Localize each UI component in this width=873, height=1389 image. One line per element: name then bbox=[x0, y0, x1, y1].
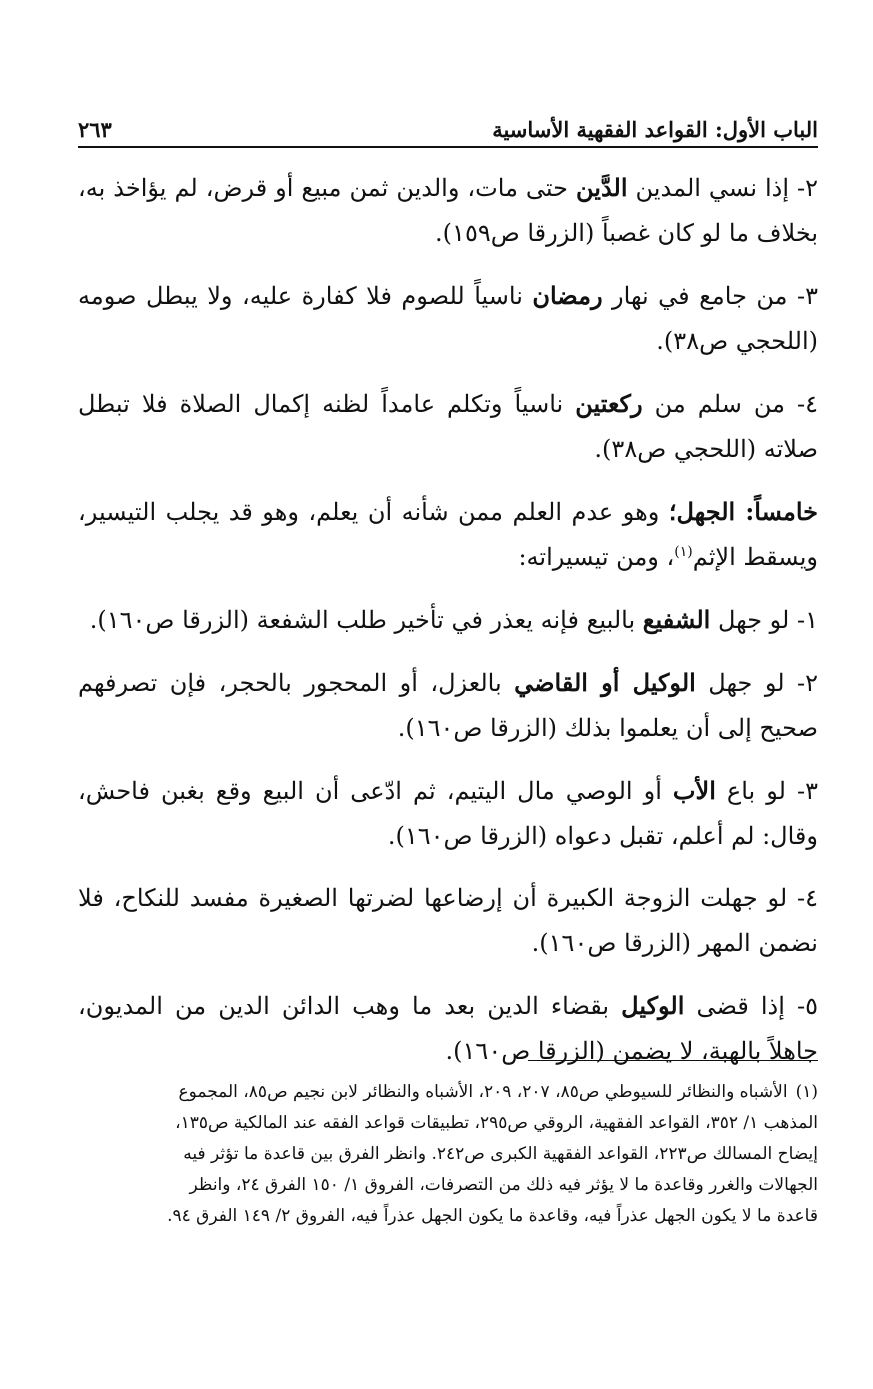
footnotes bbox=[78, 1077, 818, 1232]
paragraph-text: أو الوصي مال اليتيم، ثم ادّعى أن البيع وقع بغبن فاحش، وقال: لم أعلم، تقبل دعواه (الزرقا ص١٦٠). bbox=[78, 777, 818, 850]
paragraph-lead: ٢- إذا نسي المدين bbox=[627, 174, 818, 202]
section-heading: خامساً: الجهل؛ bbox=[668, 497, 818, 526]
paragraph bbox=[78, 165, 818, 256]
main-text bbox=[78, 165, 818, 1091]
paragraph bbox=[78, 381, 818, 472]
page-number: ٢٦٣ bbox=[78, 117, 112, 142]
bold-term: ركعتين bbox=[575, 389, 643, 418]
footnote-line: إيضاح المسالك ص٢٢٣، القواعد الفقهية الكبرى ص٢٤٢. وانظر الفرق بين قاعدة ما تؤثر فيه bbox=[183, 1144, 818, 1164]
paragraph bbox=[78, 273, 818, 364]
paragraph-lead: ٣- من جامع في نهار bbox=[602, 282, 818, 310]
paragraph-text: ناسياً للصوم فلا كفارة عليه، ولا يبطل صومه (اللحجي ص٣٨). bbox=[78, 282, 818, 355]
footnote-line bbox=[78, 1077, 818, 1108]
paragraph-lead: ٥- إذا قضى bbox=[684, 992, 818, 1020]
paragraph bbox=[78, 876, 818, 966]
paragraph-lead: ٣- لو باع bbox=[715, 777, 818, 805]
paragraph-text: حتى مات، والدين ثمن مبيع أو قرض، لم يؤاخذ به، بخلاف ما لو كان غصباً (الزرقا ص١٥٩). bbox=[78, 174, 818, 247]
footnote-divider bbox=[528, 1060, 818, 1061]
paragraph-text-after: ، ومن تيسيراته: bbox=[518, 543, 675, 571]
paragraph-text: وهو عدم العلم ممن شأنه أن يعلم، وهو قد يجلب التيسير، ويسقط الإثم bbox=[78, 498, 818, 571]
paragraph-text: بالعزل، أو المحجور بالحجر، فإن تصرفهم صحيح إلى أن يعلموا بذلك (الزرقا ص١٦٠). bbox=[78, 669, 818, 742]
paragraph-lead: ٤- لو جهلت الزوجة الكبيرة أن إرضاعها لضرتها الصغيرة مفسد للنكاح، فلا نضمن المهر (الزرقا ص١٦٠). bbox=[78, 884, 818, 957]
bold-term: الشفيع bbox=[642, 605, 711, 634]
paragraph bbox=[78, 660, 818, 751]
bold-term: الوكيل أو القاضي bbox=[514, 668, 696, 697]
paragraph-text: ناسياً وتكلم عامداً لظنه إكمال الصلاة فلا تبطل صلاته (اللحجي ص٣٨). bbox=[78, 390, 818, 463]
paragraph bbox=[78, 597, 818, 643]
bold-term: الوكيل bbox=[621, 991, 685, 1020]
bold-term: رمضان bbox=[532, 281, 603, 310]
footnote-line: قاعدة ما لا يكون الجهل عذراً فيه، وقاعدة ما يكون الجهل عذراً فيه، الفروق ٢/ ١٤٩ الفرق ٩٤. bbox=[167, 1206, 818, 1226]
footnote-line: المذهب ١/ ٣٥٢، القواعد الفقهية، الروقي ص٢٩٥، تطبيقات قواعد الفقه عند المالكية ص١٣٥، bbox=[175, 1113, 818, 1133]
footnote-text: الأشباه والنظائر للسيوطي ص٨٥، ٢٠٧، ٢٠٩، الأشباه والنظائر لابن نجيم ص٨٥، المجموع bbox=[178, 1082, 788, 1102]
paragraph-lead: ٤- من سلم من bbox=[642, 390, 818, 418]
paragraph-lead: ٢- لو جهل bbox=[695, 669, 818, 697]
paragraph-lead: ١- لو جهل bbox=[710, 606, 818, 634]
section-heading-paragraph bbox=[78, 489, 818, 580]
chapter-title: الباب الأول: القواعد الفقهية الأساسية bbox=[492, 117, 818, 142]
footnote-line: الجهالات والغرر وقاعدة ما لا يؤثر فيه ذلك من التصرفات، الفروق ١/ ١٥٠ الفرق ٢٤، وانظر bbox=[189, 1175, 818, 1195]
paragraph-text: بالبيع فإنه يعذر في تأخير طلب الشفعة (الزرقا ص١٦٠). bbox=[89, 606, 643, 634]
footnote-reference[interactable]: (١) bbox=[674, 544, 693, 560]
bold-term: الأب bbox=[672, 776, 716, 805]
paragraph-text: بقضاء الدين بعد ما وهب الدائن الدين من المديون، جاهلاً بالهبة، لا يضمن (الزرقا ص١٦٠). bbox=[78, 992, 818, 1065]
paragraph bbox=[78, 768, 818, 859]
bold-term: الدَّين bbox=[576, 173, 628, 202]
footnote-number: (١) bbox=[795, 1082, 818, 1102]
running-header bbox=[78, 98, 818, 148]
